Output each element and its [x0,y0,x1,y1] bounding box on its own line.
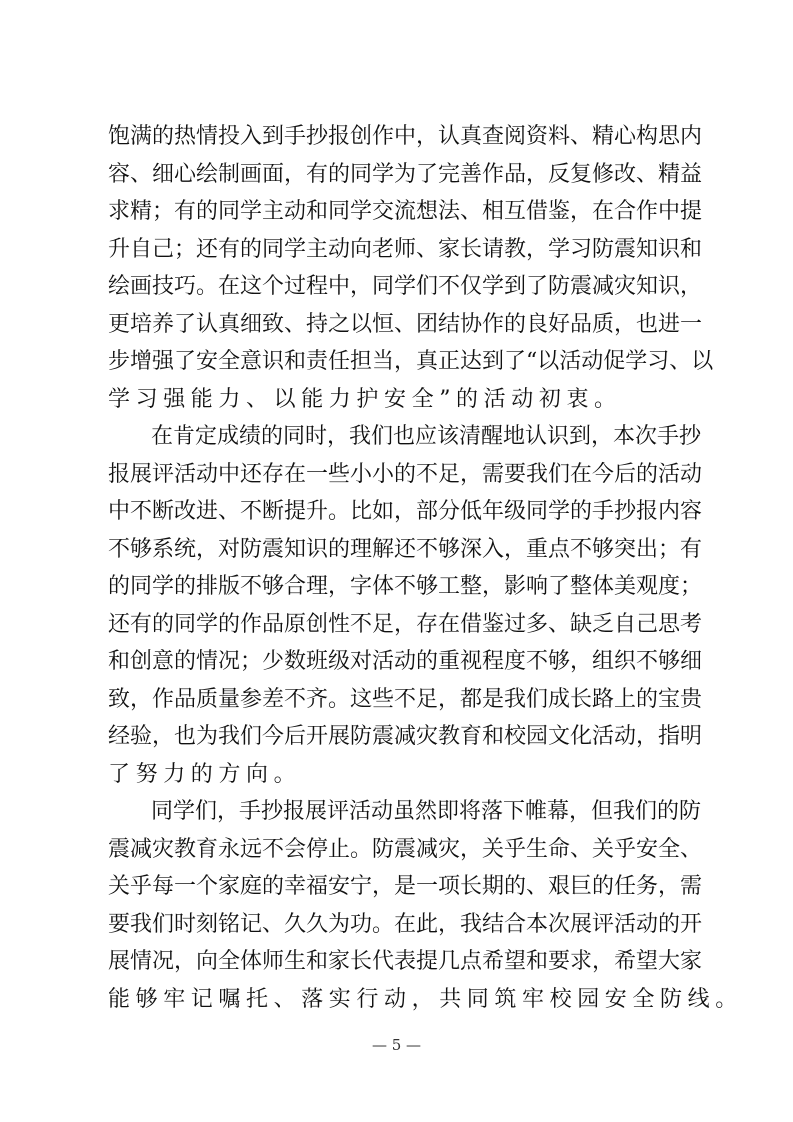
text-line: 不够系统，对防震知识的理解还不够深入，重点不够突出；有 [108,536,703,562]
page-number: — 5 — [371,1036,422,1054]
text-line: 升自己；还有的同学主动向老师、家长请教，学习防震知识和 [108,236,703,262]
text-line: 了努力的方向。 [108,761,302,787]
text-line: 能够牢记嘱托、落实行动，共同筑牢校园安全防线。 [108,986,743,1012]
text-line: 震减灾教育永远不会停止。防震减灾，关乎生命、关乎安全、 [108,836,703,862]
text-line: 饱满的热情投入到手抄报创作中，认真查阅资料、精心构思内 [108,124,703,149]
text-line: 容、细心绘制画面，有的同学为了完善作品，反复修改、精益 [108,161,703,187]
text-line: 报展评活动中还存在一些小小的不足，需要我们在今后的活动 [108,461,703,487]
text-line: 绘画技巧。在这个过程中，同学们不仅学到了防震减灾知识， [108,274,703,299]
text-line: 同学们，手抄报展评活动虽然即将落下帷幕，但我们的防 [151,799,702,824]
text-line: 步增强了安全意识和责任担当，真正达到了“以活动促学习、以 [108,349,714,374]
text-line: 求精；有的同学主动和同学交流想法、相互借鉴，在合作中提 [108,199,703,224]
text-line: 经验，也为我们今后开展防震减灾教育和校园文化活动，指明 [108,724,703,749]
text-line: 致，作品质量参差不齐。这些不足，都是我们成长路上的宝贵 [108,686,703,712]
text-line: 关乎每一个家庭的幸福安宁，是一项长期的、艰巨的任务，需 [108,874,703,899]
text-line: 中不断改进、不断提升。比如，部分低年级同学的手抄报内容 [108,499,703,524]
text-line: 更培养了认真细致、持之以恒、团结协作的良好品质，也进一 [108,311,703,337]
text-line: 还有的同学的作品原创性不足，存在借鉴过多、缺乏自己思考 [108,611,703,637]
text-line: 在肯定成绩的同时，我们也应该清醒地认识到，本次手抄 [151,424,702,449]
text-line: 的同学的排版不够合理，字体不够工整，影响了整体美观度； [108,574,703,599]
text-line: 学习强能力、以能力护安全”的活动初衷。 [108,386,622,412]
text-line: 和创意的情况；少数班级对活动的重视程度不够，组织不够细 [108,649,703,674]
text-line: 要我们时刻铭记、久久为功。在此，我结合本次展评活动的开 [108,911,703,937]
text-line: 展情况，向全体师生和家长代表提几点希望和要求，希望大家 [108,949,703,974]
